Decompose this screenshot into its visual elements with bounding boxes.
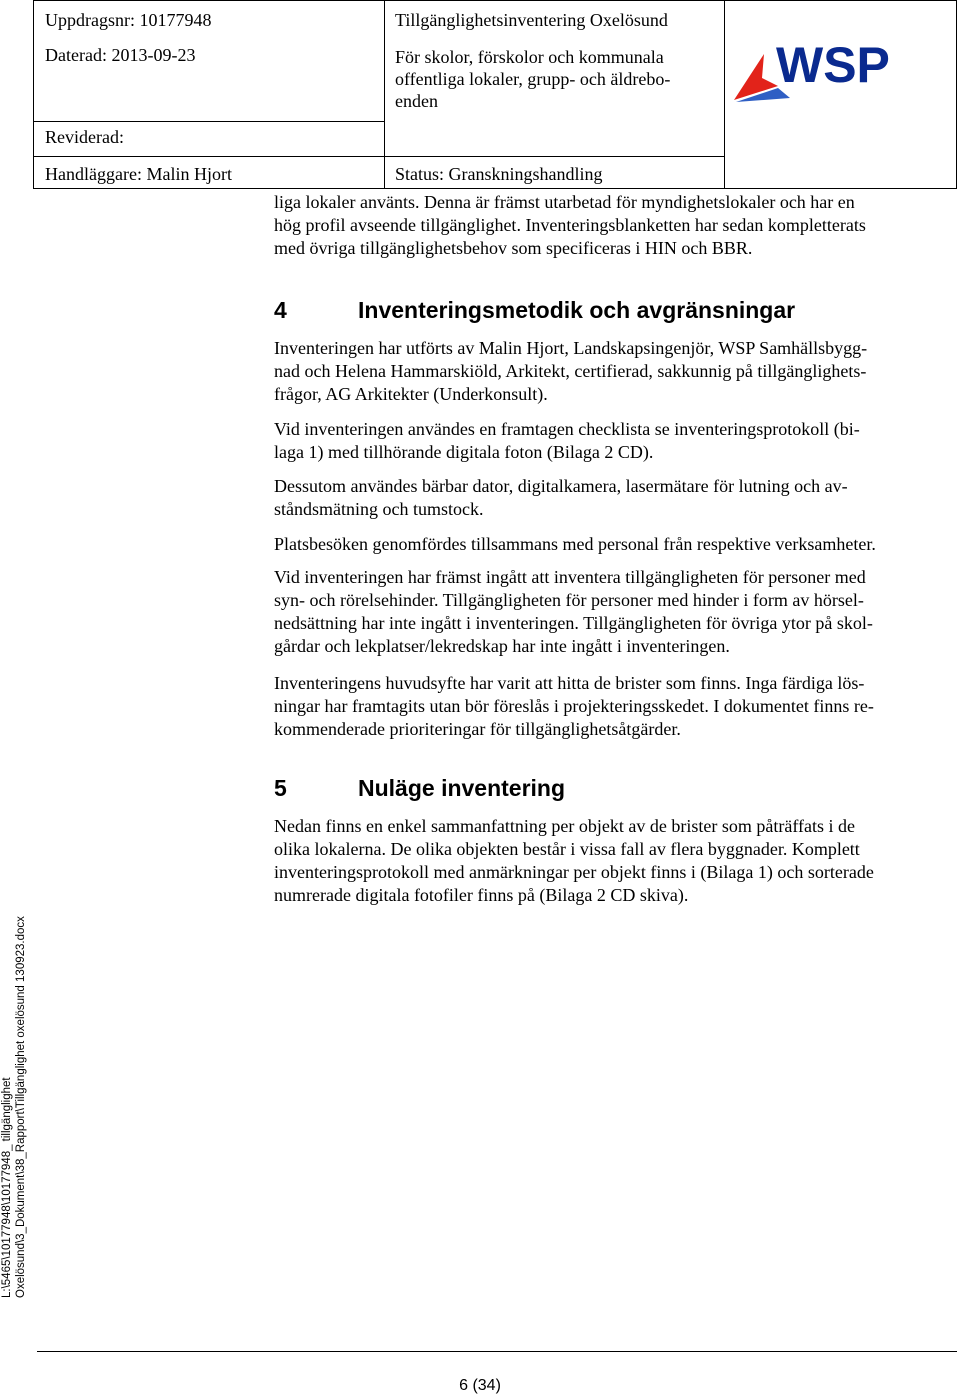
paragraph [274, 672, 874, 741]
paragraph [274, 815, 874, 907]
revised: Reviderad: [45, 127, 124, 147]
section-title: Nuläge inventering [358, 775, 566, 801]
description-line: enden [395, 91, 438, 111]
handler: Handläggare: Malin Hjort [45, 164, 232, 184]
status: Status: Granskningshandling [395, 164, 603, 184]
text-line: laga 1) med tillhörande digitala foton (Bilaga 2 CD). [274, 442, 654, 462]
text-line: Inventeringens huvudsyfte har varit att hitta de brister som finns. Inga färdiga lös- [274, 673, 865, 693]
text-line: nedsättning har inte ingått i inventeringen. Tillgängligheten för övriga ytor på skol- [274, 613, 873, 633]
text-line: liga lokaler använts. Denna är främst utarbetad för myndighetslokaler och har en [274, 192, 855, 212]
text-line: med övriga tillgänglighetsbehov som specificeras i HIN och BBR. [274, 238, 753, 258]
text-line: hög profil avseende tillgänglighet. Inventeringsblanketten har sedan kompletterats [274, 215, 866, 235]
section-title: Inventeringsmetodik och avgränsningar [358, 297, 796, 323]
description-line: offentliga lokaler, grupp- och äldrebo- [395, 69, 671, 89]
document-title: Tillgänglighetsinventering Oxelösund [395, 10, 668, 30]
header-divider [724, 1, 725, 188]
dated: Daterad: 2013-09-23 [45, 45, 196, 65]
section-number: 5 [274, 775, 287, 801]
text-line: olika lokalerna. De olika objekten består i vissa fall av flera byggnader. Komplett [274, 839, 860, 859]
text-line: Nedan finns en enkel sammanfattning per objekt av de brister som påträffats i de [274, 816, 855, 836]
file-path-line: Oxelösund\3_Dokument\38_Rapport\Tillgänglighet oxelösund 130923.docx [15, 916, 27, 1298]
paragraph [274, 566, 873, 658]
description-line: För skolor, förskolor och kommunala [395, 47, 664, 67]
text-line: gårdar och lekplatser/lekredskap har inte ingått i inventeringen. [274, 636, 730, 656]
text-line: Vid inventeringen användes en framtagen checklista se inventeringsprotokoll (bi- [274, 419, 860, 439]
text-line: syn- och rörelsehinder. Tillgängligheten för personer med hinder i form av hörsel- [274, 590, 864, 610]
text-line: ståndsmätning och tumstock. [274, 499, 484, 519]
paragraph [274, 475, 848, 521]
text-line: ningar har framtagits utan bör föreslås i projekteringsskedet. I dokumentet finns re- [274, 696, 874, 716]
text-line: Dessutom användes bärbar dator, digitalkamera, lasermätare för lutning och av- [274, 476, 848, 496]
section-4-heading [274, 296, 795, 324]
file-path [0, 916, 28, 1298]
text-line: frågor, AG Arkitekter (Underkonsult). [274, 384, 548, 404]
header-divider [34, 121, 384, 122]
document-description [395, 46, 715, 112]
header-divider [384, 1, 385, 188]
text-line: nad och Helena Hammarskiöld, Arkitekt, certifierad, sakkunnig på tillgänglighets- [274, 361, 867, 381]
paragraph [274, 337, 867, 406]
text-line: numrerade digitala fotofiler finns på (Bilaga 2 CD skiva). [274, 885, 689, 905]
text-line: Platsbesöken genomfördes tillsammans med personal från respektive verksamheter. [274, 534, 876, 554]
text-line: kommenderade prioriteringar för tillgänglighetsåtgärder. [274, 719, 681, 739]
section-5-heading [274, 774, 565, 802]
project-number: Uppdragsnr: 10177948 [45, 10, 212, 30]
intro-paragraph [274, 191, 866, 260]
header-divider [34, 156, 724, 157]
page-number: 6 (34) [459, 1377, 501, 1394]
paragraph [274, 533, 876, 556]
footer-rule [37, 1351, 957, 1352]
text-line: Inventeringen har utförts av Malin Hjort, Landskapsingenjör, WSP Samhällsbygg- [274, 338, 868, 358]
logo-text: WSP [776, 38, 890, 93]
text-line: Vid inventeringen har främst ingått att inventera tillgängligheten för personer med [274, 567, 866, 587]
wsp-logo [732, 38, 922, 104]
text-line: inventeringsprotokoll med anmärkningar per objekt finns i (Bilaga 1) och sorterade [274, 862, 874, 882]
section-number: 4 [274, 297, 287, 323]
paragraph [274, 418, 860, 464]
file-path-line: L:\5465\10177948\10177948_ tillgänglighet [1, 1077, 13, 1298]
